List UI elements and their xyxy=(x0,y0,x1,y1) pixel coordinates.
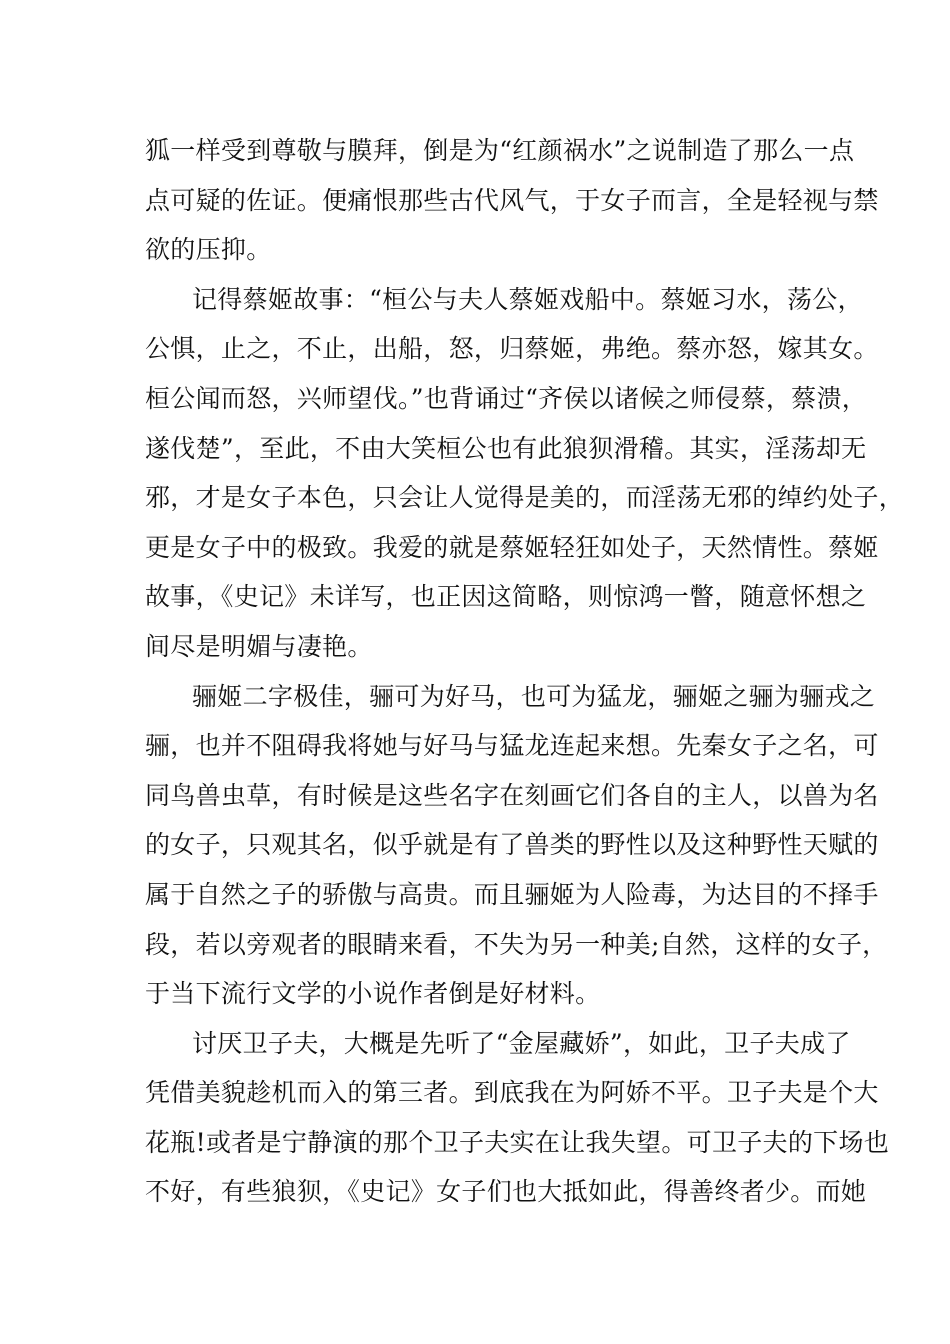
paragraph-first-line: 记得蔡姬故事：“桓公与夫人蔡姬戏船中。蔡姬习水，荡公， xyxy=(192,284,863,314)
text-line: 欲的压抑。 xyxy=(145,235,272,265)
text-line: 不好，有些狼狈，《史记》女子们也大抵如此，得善终者少。而她 xyxy=(145,1177,867,1207)
body-text xyxy=(145,126,905,1217)
text-line: 花瓶!或者是宁静演的那个卫子夫实在让我失望。可卫子夫的下场也 xyxy=(145,1127,890,1157)
text-line: 同鸟兽虫草，有时候是这些名字在刻画它们各自的主人，以兽为名 xyxy=(145,780,879,810)
text-line: 公惧，止之，不止，出船，怒，归蔡姬，弗绝。蔡亦怒，嫁其女。 xyxy=(145,334,879,364)
text-line: 遂伐楚”，至此，不由大笑桓公也有此狼狈滑稽。其实，淫荡却无 xyxy=(145,433,867,463)
text-line: 邪，才是女子本色，只会让人觉得是美的，而淫荡无邪的绰约处子， xyxy=(145,483,905,513)
text-line: 于当下流行文学的小说作者倒是好材料。 xyxy=(145,979,601,1009)
text-line: 段，若以旁观者的眼睛来看，不失为另一种美;自然，这样的女子， xyxy=(145,929,888,959)
text-line: 桓公闻而怒，兴师望伐。”也背诵过“齐侯以诸候之师侵蔡，蔡溃， xyxy=(145,383,868,413)
text-line: 属于自然之子的骄傲与高贵。而且骊姬为人险毒，为达目的不择手 xyxy=(145,879,879,909)
text-line: 故事，《史记》未详写，也正因这简略，则惊鸿一瞥，随意怀想之 xyxy=(145,582,867,612)
text-line: 骊，也并不阻碍我将她与好马与猛龙连起来想。先秦女子之名，可 xyxy=(145,731,879,761)
text-line: 的女子，只观其名，似乎就是有了兽类的野性以及这种野性天赋的 xyxy=(145,830,879,860)
text-line: 间尽是明媚与凄艳。 xyxy=(145,631,373,661)
paragraph-first-line: 骊姬二字极佳，骊可为好马，也可为猛龙，骊姬之骊为骊戎之 xyxy=(192,681,876,711)
text-line: 凭借美貌趁机而入的第三者。到底我在为阿娇不平。卫子夫是个大 xyxy=(145,1078,879,1108)
text-line: 狐一样受到尊敬与膜拜，倒是为“红颜祸水”之说制造了那么一点 xyxy=(145,136,855,165)
text-line: 点可疑的佐证。便痛恨那些古代风气，于女子而言，全是轻视与禁 xyxy=(145,185,879,215)
paragraph-first-line: 讨厌卫子夫，大概是先听了“金屋藏娇”，如此，卫子夫成了 xyxy=(192,1028,851,1058)
text-line: 更是女子中的极致。我爱的就是蔡姬轻狂如处子，天然情性。蔡姬 xyxy=(145,532,879,562)
